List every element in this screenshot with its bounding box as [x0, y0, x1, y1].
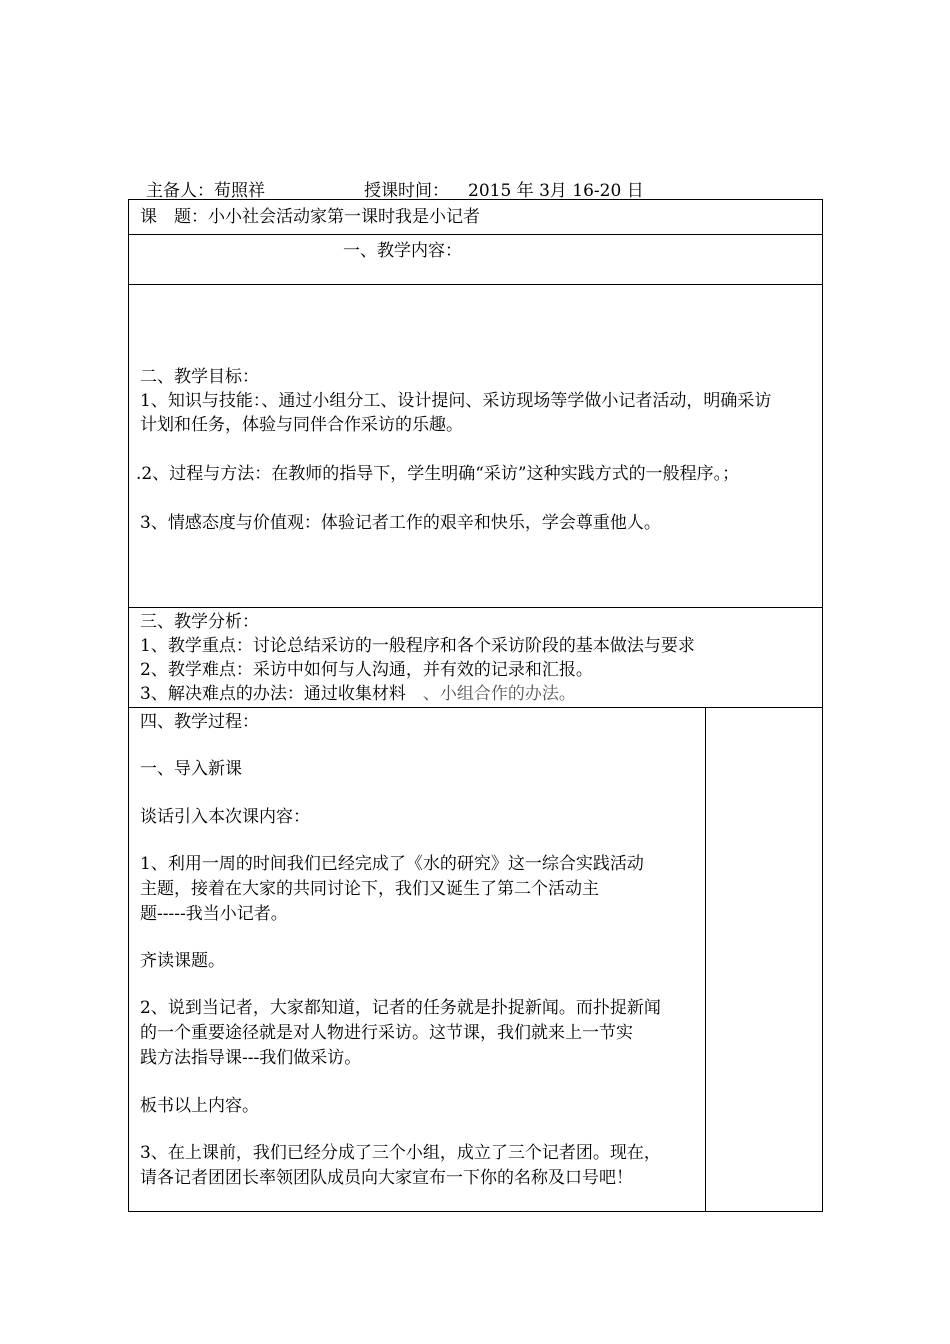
section-teaching-analysis: 三、教学分析： — [140, 612, 259, 632]
column-divider — [705, 707, 706, 1211]
goal-process-method: .2、过程与方法：在教师的指导下，学生明确“采访”这种实践方式的一般程序。； — [136, 464, 740, 484]
row-divider — [129, 707, 822, 708]
analysis-solution-a: 3、解决难点的办法：通过收集材料 — [140, 684, 423, 704]
row-divider — [129, 234, 822, 235]
section-teaching-content: 一、教学内容： — [343, 241, 462, 261]
class-time-label: 授课时间： — [364, 181, 449, 201]
process-p2-line2: 的一个重要途径就是对人物进行采访。这节课，我们就来上一节实 — [140, 1023, 633, 1043]
section-teaching-process: 四、教学过程： — [140, 712, 259, 732]
process-intro-heading: 一、导入新课 — [140, 759, 242, 779]
goal-knowledge-line1: 1、知识与技能：、通过小组分工、设计提问、采访现场等学做小记者活动，明确采访 — [140, 391, 772, 411]
process-p1-line2: 主题，接着在大家的共同讨论下，我们又诞生了第二个活动主 — [140, 879, 599, 899]
process-read-title: 齐读课题。 — [140, 951, 225, 971]
process-p2-line1: 2、说到当记者，大家都知道，记者的任务就是扑捉新闻。而扑捉新闻 — [140, 998, 661, 1018]
process-talk: 谈话引入本次课内容： — [140, 807, 310, 827]
section-teaching-goals: 二、教学目标： — [140, 367, 259, 387]
analysis-key-point: 1、教学重点：讨论总结采访的一般程序和各个采访阶段的基本做法与要求 — [140, 636, 695, 656]
goal-knowledge-line2: 计划和任务，体验与同伴合作采访的乐趣。 — [140, 415, 463, 435]
preparer: 主备人：荀照祥 — [146, 181, 265, 201]
row-divider — [129, 607, 822, 608]
process-p1-line3: 题-----我当小记者。 — [140, 904, 288, 924]
process-p3-line2: 请各记者团团长率领团队成员向大家宣布一下你的名称及口号吧！ — [140, 1168, 633, 1188]
analysis-solution-b: 、小组合作的办法。 — [422, 684, 576, 704]
analysis-difficulty: 2、教学难点：采访中如何与人沟通，并有效的记录和汇报。 — [140, 660, 593, 680]
process-p1-line1: 1、利用一周的时间我们已经完成了《水的研究》这一综合实践活动 — [140, 854, 644, 874]
lesson-plan-table — [128, 199, 823, 1212]
process-board: 板书以上内容。 — [140, 1096, 259, 1116]
analysis-solution — [140, 682, 576, 706]
goal-attitude-values: 3、情感态度与价值观：体验记者工作的艰辛和快乐，学会尊重他人。 — [140, 513, 661, 533]
lesson-topic: 课 题：小小社会活动家第一课时我是小记者 — [140, 207, 480, 227]
row-divider — [129, 284, 822, 285]
process-p3-line1: 3、在上课前，我们已经分成了三个小组，成立了三个记者团。现在， — [140, 1143, 661, 1163]
process-p2-line3: 践方法指导课---我们做采访。 — [140, 1048, 362, 1068]
class-time-value: 2015 年 3月 16-20 日 — [468, 181, 644, 201]
